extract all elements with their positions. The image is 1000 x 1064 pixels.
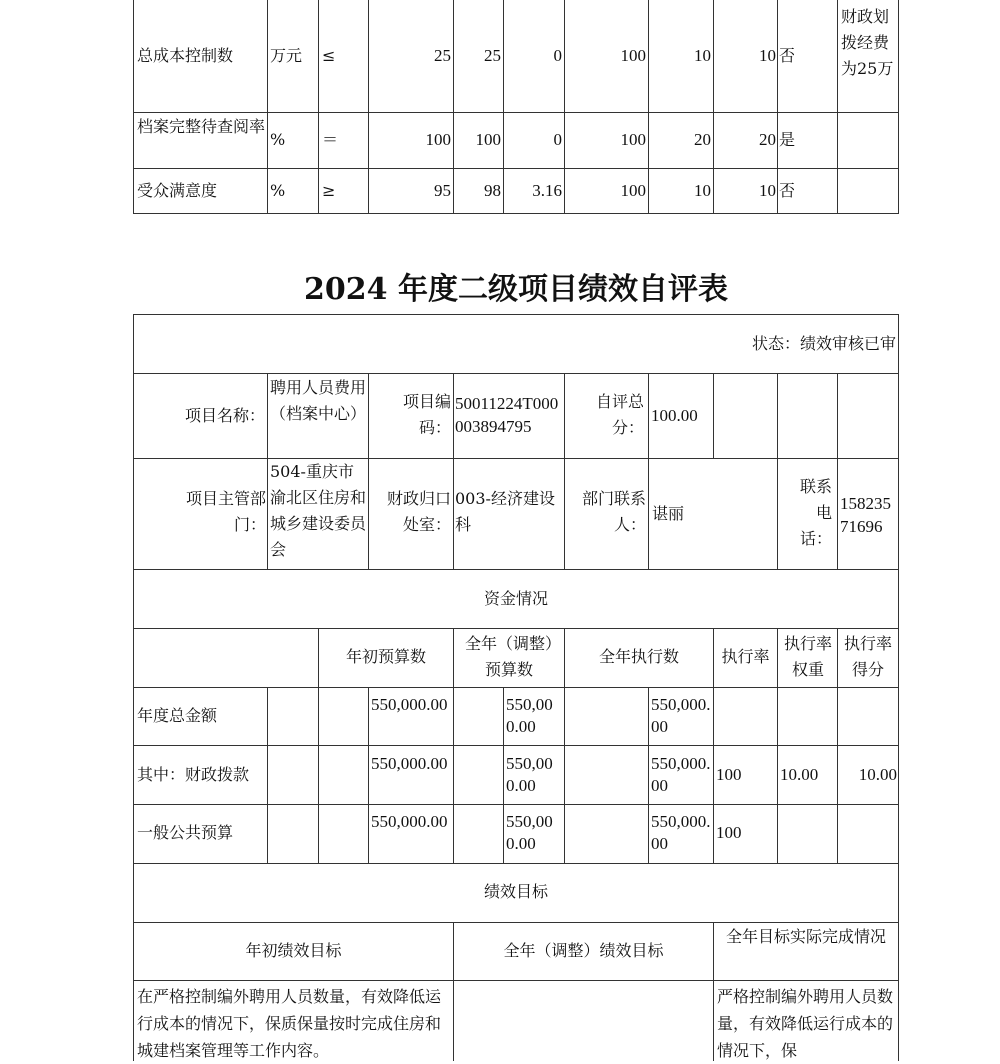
finance-office: 003-经济建设科 <box>455 489 555 534</box>
funds-rate: 100 <box>716 823 742 842</box>
goals-col-actual: 全年目标实际完成情况 <box>725 927 886 946</box>
table-cell: 10 <box>759 181 776 200</box>
phone: 15823571696 <box>840 494 891 536</box>
project-code: 50011224T000003894795 <box>455 394 559 436</box>
table-cell: 受众满意度 <box>137 181 218 200</box>
table-cell: 100 <box>620 46 646 65</box>
table-cell: 100 <box>475 130 501 149</box>
project-name-label: 项目名称： <box>184 406 265 425</box>
table-cell: 20 <box>759 130 776 149</box>
funds-col-executed: 全年执行数 <box>598 647 679 666</box>
funds-row-label: 其中：财政拨款 <box>137 765 250 784</box>
finance-office-label: 财政归口处室： <box>386 489 451 534</box>
table-cell: 0 <box>553 46 562 65</box>
table-cell: 10 <box>694 181 711 200</box>
table-cell: ＝ <box>322 130 339 149</box>
funds-col-rate: 执行率 <box>721 647 770 666</box>
table-cell: % <box>270 181 286 200</box>
funds-executed: 550,000.00 <box>651 695 711 736</box>
table-cell: 100 <box>425 130 451 149</box>
table-cell: 万元 <box>270 46 303 65</box>
table-cell: 0 <box>553 130 562 149</box>
goals-col-initial: 年初绩效目标 <box>245 941 342 960</box>
table-cell: 100 <box>620 181 646 200</box>
funds-initial: 550,000.00 <box>371 812 448 831</box>
table-cell: 10 <box>759 46 776 65</box>
self-score: 100.00 <box>651 406 698 425</box>
table-cell: % <box>270 130 286 149</box>
table-cell: 10 <box>694 46 711 65</box>
table-cell: ≥ <box>322 181 336 200</box>
table-cell: 98 <box>484 181 501 200</box>
funds-rate-score: 10.00 <box>858 765 897 784</box>
page-title: 2024 年度二级项目绩效自评表 <box>304 272 728 307</box>
funds-row-label: 年度总金额 <box>137 706 218 725</box>
project-code-label: 项目编码： <box>402 392 451 437</box>
table-cell: 20 <box>694 130 711 149</box>
table-cell: 财政划拨经费为25万 <box>841 7 894 78</box>
goals-initial-text: 在严格控制编外聘用人员数量，有效降低运行成本的情况下，保质保量按时完成住房和城建档案管理等工作内容。 <box>137 987 442 1060</box>
funds-adjusted: 550,000.00 <box>506 695 553 736</box>
funds-initial: 550,000.00 <box>371 754 448 773</box>
goals-section-title: 绩效目标 <box>483 882 548 901</box>
funds-col-adjusted: 全年（调整）预算数 <box>464 634 553 679</box>
funds-row-label: 一般公共预算 <box>137 823 234 842</box>
table-cell: 100 <box>620 130 646 149</box>
table-cell: ≤ <box>322 46 336 65</box>
funds-rate: 100 <box>716 765 742 784</box>
funds-rate-weight: 10.00 <box>780 765 819 784</box>
table-cell: 是 <box>779 130 796 149</box>
dept: 504-重庆市渝北区住房和城乡建设委员会 <box>270 462 367 559</box>
funds-adjusted: 550,000.00 <box>506 812 553 853</box>
phone-label: 联系电话： <box>799 477 832 548</box>
table-cell: 档案完整待查阅率 <box>137 117 266 136</box>
contact-label: 部门联系人： <box>581 489 646 534</box>
project-name: 聘用人员费用（档案中心） <box>270 378 367 423</box>
funds-col-initial: 年初预算数 <box>345 647 426 666</box>
self-score-label: 自评总分： <box>595 392 644 437</box>
table-cell: 否 <box>779 181 796 200</box>
table-cell: 3.16 <box>532 181 562 200</box>
dept-label: 项目主管部门： <box>185 489 266 534</box>
goals-col-adjusted: 全年（调整）绩效目标 <box>503 941 664 960</box>
funds-initial: 550,000.00 <box>371 695 448 714</box>
contact: 谌丽 <box>652 504 685 523</box>
goals-actual-text: 严格控制编外聘用人员数量，有效降低运行成本的情况下，保 <box>717 987 894 1060</box>
table-cell: 25 <box>484 46 501 65</box>
funds-adjusted: 550,000.00 <box>506 754 553 795</box>
status-text: 状态：绩效审核已审 <box>751 334 896 353</box>
table-cell: 95 <box>434 181 451 200</box>
table-cell: 25 <box>434 46 451 65</box>
table-cell: 否 <box>779 46 796 65</box>
table-cell: 总成本控制数 <box>137 46 234 65</box>
funds-executed: 550,000.00 <box>651 754 711 795</box>
funds-col-rate-weight: 执行率权重 <box>783 634 832 679</box>
funds-executed: 550,000.00 <box>651 812 711 853</box>
funds-section-title: 资金情况 <box>483 589 548 608</box>
funds-col-rate-score: 执行率得分 <box>843 634 892 679</box>
